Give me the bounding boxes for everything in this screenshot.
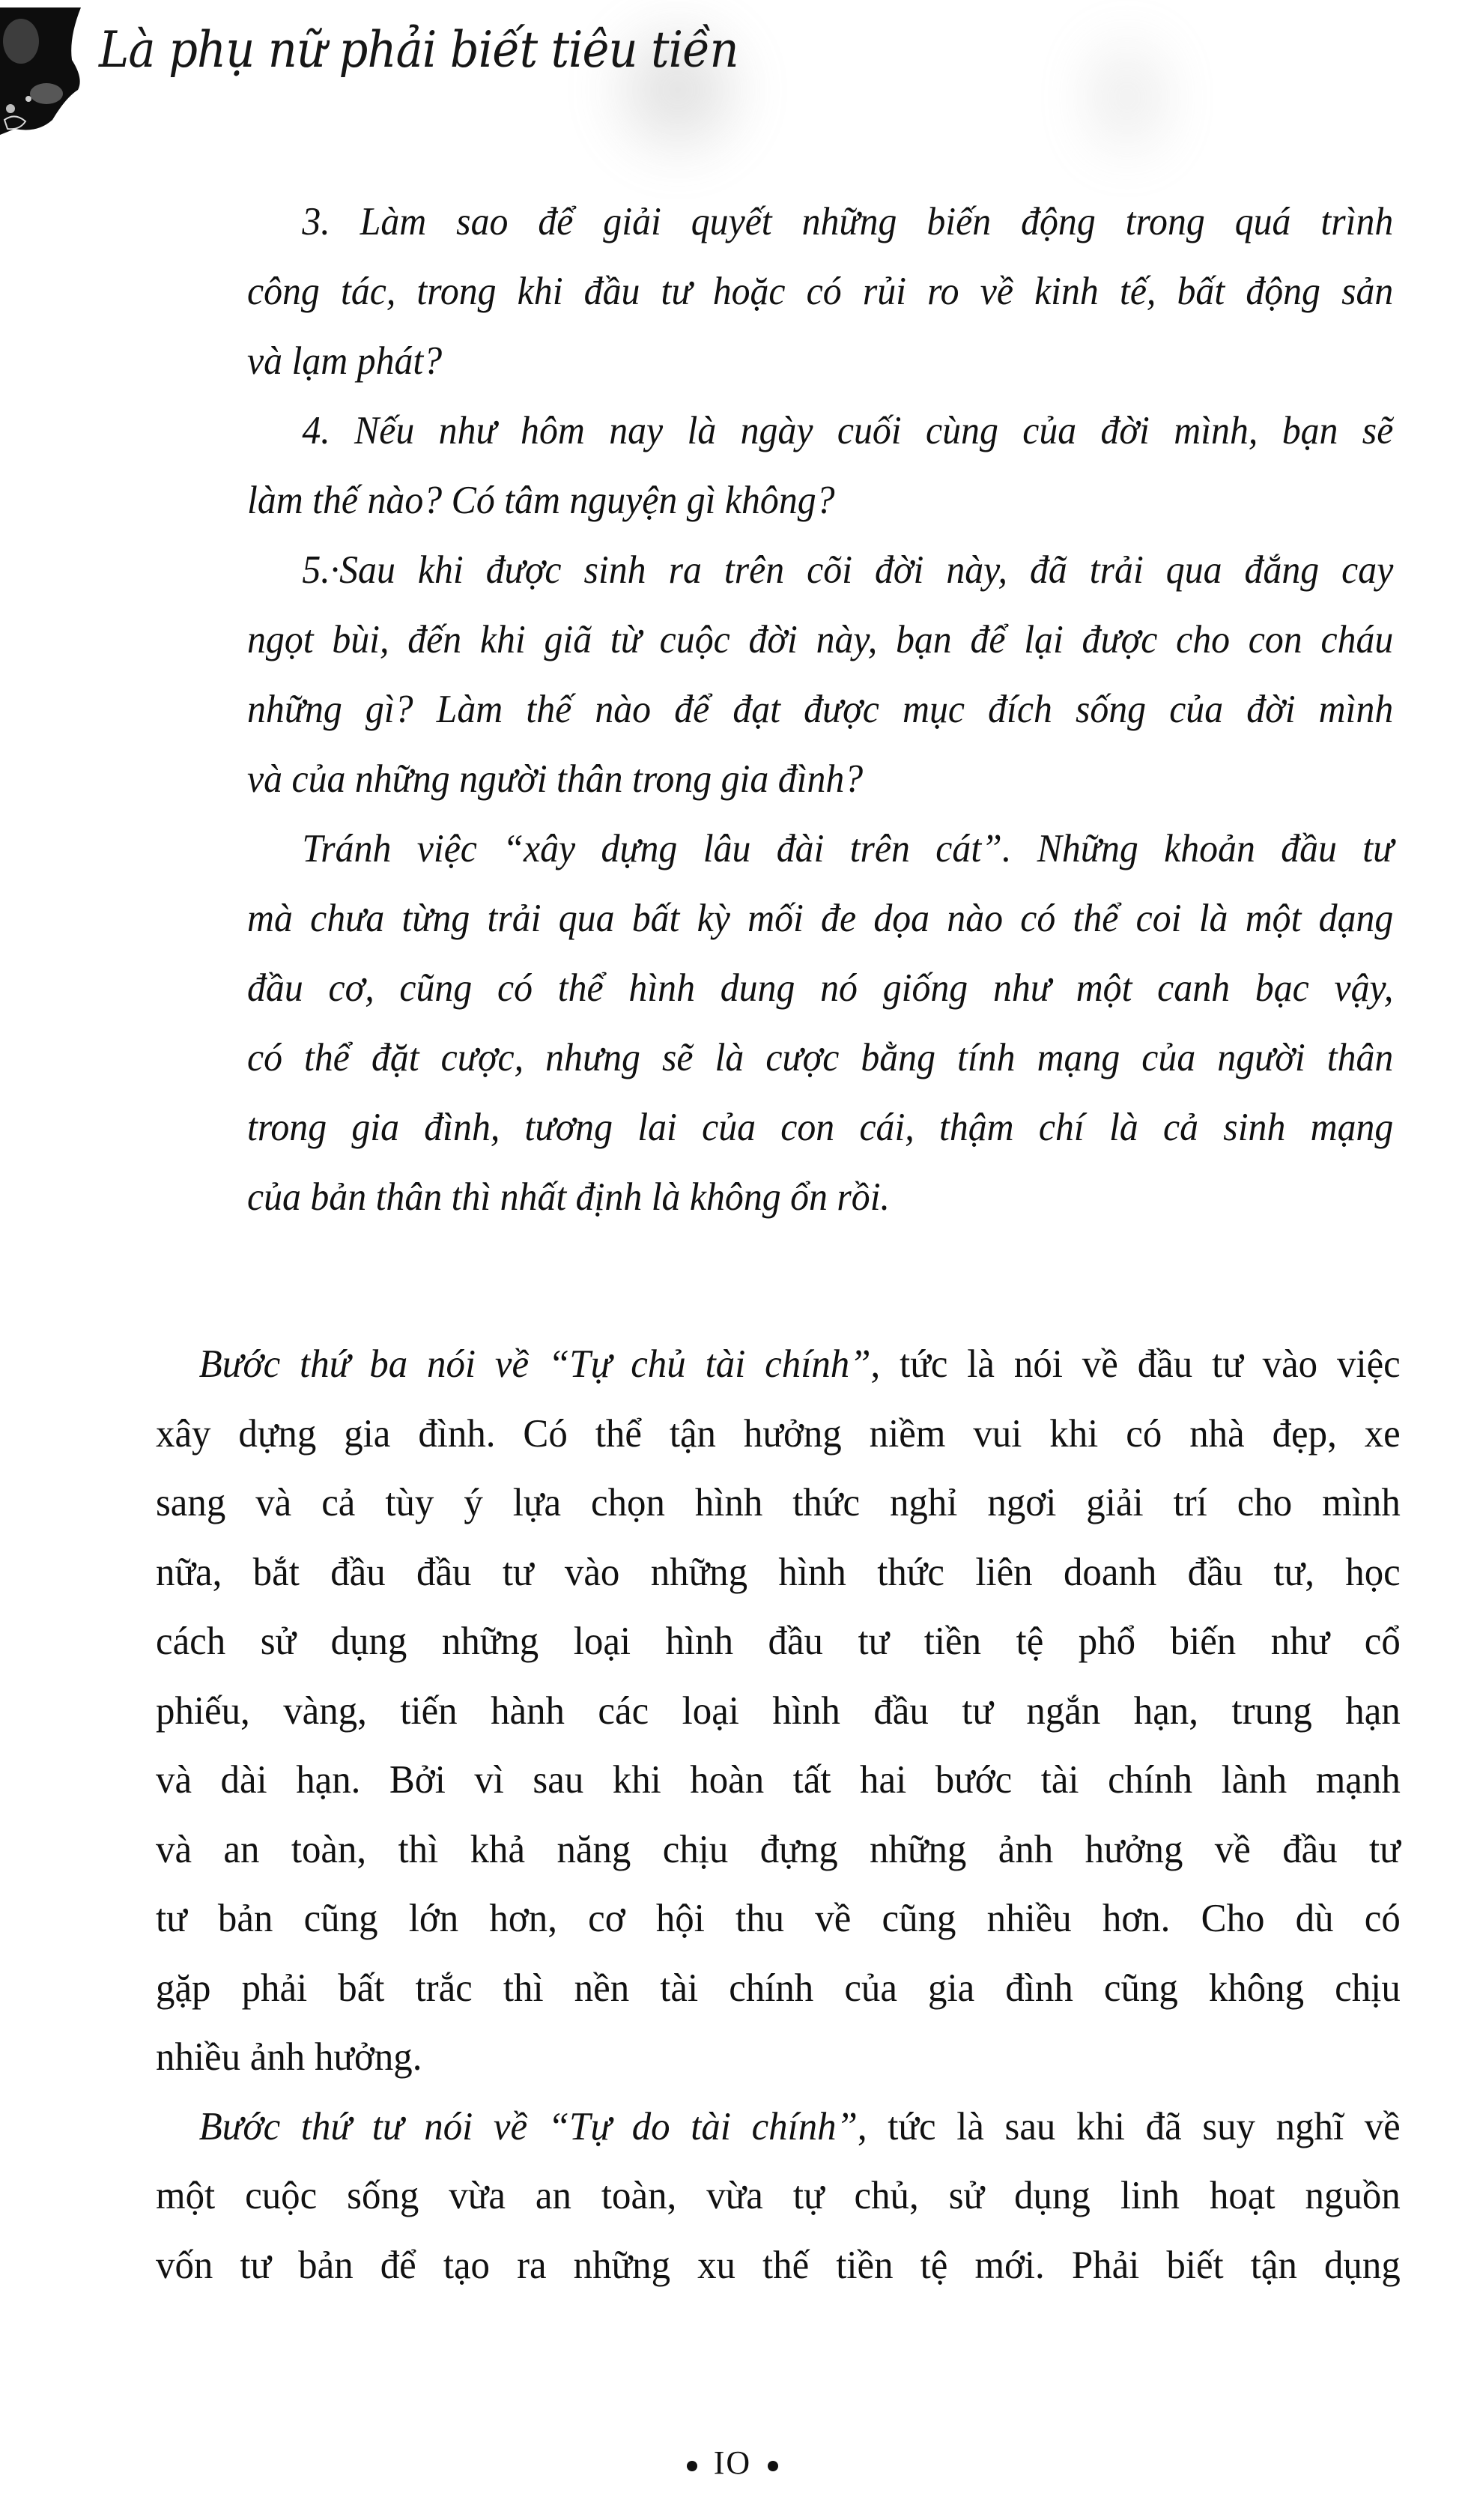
text-line: 4. Nếu như hôm nay là ngày cuối cùng của đời mình, bạn sẽ (302, 409, 1394, 452)
text-line: xây dựng gia đình. Có thể tận hưởng niềm vui khi có nhà đẹp, xe (156, 1411, 1401, 1456)
step-four-heading: Bước thứ tư nói về “Tự do tài chính” (198, 2104, 858, 2148)
bullet-icon (768, 2461, 778, 2471)
text-line: trong gia đình, tương lai của con cái, thậm chí là cả sinh mạng (247, 1106, 1394, 1149)
text-line: đầu cơ, cũng có thể hình dung nó giống như một canh bạc vậy, (247, 966, 1394, 1010)
text-line (156, 1330, 1401, 1399)
text-line: và lạm phát? (247, 339, 443, 383)
text-line: 5.·Sau khi được sinh ra trên cõi đời này, đã trải qua đắng cay (302, 548, 1394, 592)
text-line: ngọt bùi, đến khi giã từ cuộc đời này, bạn để lại được cho con cháu (247, 618, 1394, 661)
floral-corner-ornament-icon (0, 7, 84, 135)
step-four-lead: , tức là sau khi đã suy nghĩ về (857, 2104, 1401, 2148)
text-line: vốn tư bản để tạo ra những xu thế tiền tệ mới. Phải biết tận dụng (156, 2243, 1401, 2287)
body-text (156, 1330, 1401, 2300)
text-line: cách sử dụng những loại hình đầu tư tiền tệ phổ biến như cổ (156, 1620, 1401, 1663)
question-4 (247, 396, 1394, 536)
text-line (156, 2092, 1401, 2162)
warning-paragraph (247, 814, 1394, 1232)
question-5 (247, 536, 1394, 814)
text-line: những gì? Làm thế nào để đạt được mục đích sống của đời mình (247, 688, 1394, 731)
text-line: gặp phải bất trắc thì nền tài chính của gia đình cũng không chịu (156, 1966, 1401, 2010)
page-number-label: IO (713, 2444, 752, 2481)
bullet-icon (687, 2461, 697, 2471)
text-line: Tránh việc “xây dựng lâu đài trên cát”. Những khoản đầu tư (302, 827, 1394, 870)
text-line: có thể đặt cược, nhưng sẽ là cược bằng tính mạng của người thân (247, 1036, 1394, 1079)
question-3 (247, 187, 1394, 396)
text-line: của bản thân thì nhất định là không ổn rồi. (247, 1175, 890, 1219)
text-line: tư bản cũng lớn hơn, cơ hội thu về cũng nhiều hơn. Cho dù có (156, 1897, 1401, 1940)
text-line: mà chưa từng trải qua bất kỳ mối đe dọa nào có thể coi là một dạng (247, 897, 1394, 940)
running-title: Là phụ nữ phải biết tiêu tiền (99, 21, 738, 79)
reflection-questions (247, 187, 1394, 1232)
text-line: 3. Làm sao để giải quyết những biến động trong quá trình (302, 200, 1394, 243)
text-line: và của những người thân trong gia đình? (247, 757, 864, 801)
page-number (0, 2444, 1465, 2482)
text-line: công tác, trong khi đầu tư hoặc có rủi ro về kinh tế, bất động sản (247, 270, 1394, 313)
text-line: và dài hạn. Bởi vì sau khi hoàn tất hai bước tài chính lành mạnh (156, 1758, 1401, 1802)
text-line: làm thế nào? Có tâm nguyện gì không? (247, 479, 835, 522)
text-line: nữa, bắt đầu đầu tư vào những hình thức liên doanh đầu tư, học (156, 1550, 1401, 1594)
step-three-heading: Bước thứ ba nói về “Tự chủ tài chính” (198, 1342, 871, 1386)
text-line: và an toàn, thì khả năng chịu đựng những ảnh hưởng về đầu tư (156, 1827, 1401, 1871)
paragraph-step-four (156, 2092, 1401, 2301)
text-line: sang và cả tùy ý lựa chọn hình thức nghỉ ngơi giải trí cho mình (156, 1481, 1401, 1524)
text-line: nhiều ảnh hưởng. (156, 2035, 422, 2079)
scan-smudge (1079, 0, 1176, 195)
text-line: một cuộc sống vừa an toàn, vừa tự chủ, sử dụng linh hoạt nguồn (156, 2174, 1401, 2217)
text-line: phiếu, vàng, tiến hành các loại hình đầu tư ngắn hạn, trung hạn (156, 1688, 1401, 1733)
step-three-lead: , tức là nói về đầu tư vào việc (870, 1342, 1401, 1386)
paragraph-step-three (156, 1330, 1401, 2092)
